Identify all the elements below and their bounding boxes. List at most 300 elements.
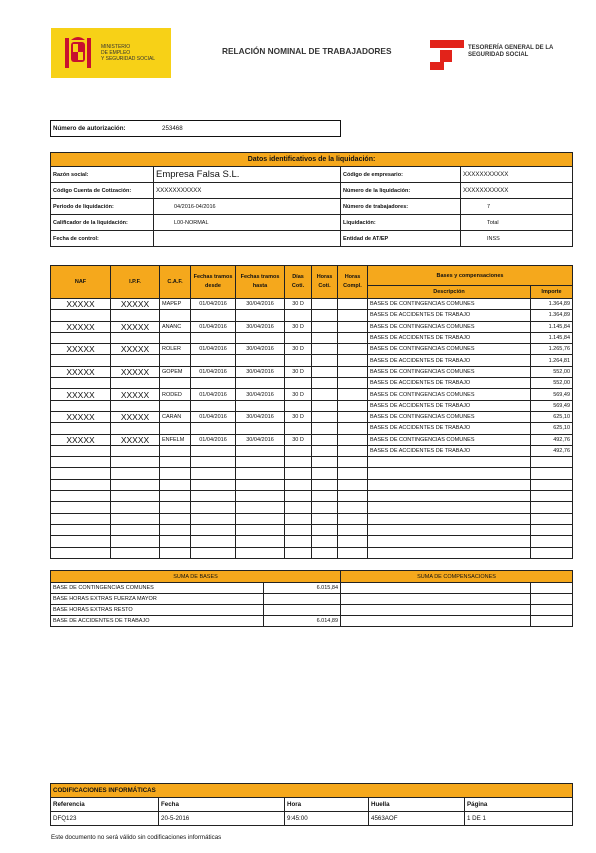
cell-horas [312,366,338,377]
field-value: 04/2016-04/2016 [154,199,341,215]
cell-desde [191,378,236,389]
cell-hasta: 30/04/2016 [236,299,285,310]
field-value [154,231,341,247]
cell-ipf [111,423,160,434]
field-label: Número de trabajadores: [341,199,461,215]
cell-compl [338,457,368,468]
field-label: Número de la liquidación: [341,183,461,199]
cell-caf [160,445,191,456]
col-dias: Días Coti. [285,266,312,299]
field-label: Fecha de control: [51,231,154,247]
field-value: XXXXXXXXXXX [461,183,573,199]
cell-ipf [111,547,160,558]
cell-compl [338,445,368,456]
codes-title: CODIFICACIONES INFORMÁTICAS [51,784,573,798]
company-name: Empresa Falsa S.L. [154,167,341,183]
validity-note: Este documento no será válido sin codificaciones informáticas [51,834,222,841]
cell-caf: ROLER [160,344,191,355]
cell-dias [285,468,312,479]
cell-dias: 30 D [285,434,312,445]
cell-horas [312,513,338,524]
ministry-logo [51,28,171,78]
comp-cell [341,594,531,605]
cell-ipf [111,400,160,411]
comp-cell [531,594,573,605]
cell-desc: BASES DE CONTINGENCIAS COMUNES [368,389,531,400]
cell-desc [368,513,531,524]
cell-ipf [111,536,160,547]
table-row [51,502,573,513]
cell-naf [51,332,111,343]
cell-compl [338,502,368,513]
cell-naf [51,355,111,366]
sum-value [264,594,341,605]
field-label: Periodo de liquidación: [51,199,154,215]
cell-importe: 1.264,81 [531,355,573,366]
cell-horas [312,310,338,321]
cell-ipf: XXXXX [111,366,160,377]
table-row [51,378,573,389]
cell-naf [51,479,111,490]
cell-hasta: 30/04/2016 [236,366,285,377]
cell-importe [531,479,573,490]
cell-caf [160,378,191,389]
cell-desde [191,457,236,468]
col-naf: NAF [51,266,111,299]
table-row [51,400,573,411]
cell-naf [51,423,111,434]
cell-horas [312,299,338,310]
code-value: 9:45:00 [285,812,369,826]
cell-hasta [236,445,285,456]
field-label: Liquidación: [341,215,461,231]
cell-caf [160,536,191,547]
cell-dias: 30 D [285,389,312,400]
cell-ipf [111,513,160,524]
table-row [51,547,573,558]
cell-caf [160,547,191,558]
comp-cell [531,605,573,616]
cell-naf: XXXXX [51,389,111,400]
field-label: Entidad de AT/EP [341,231,461,247]
cell-horas [312,468,338,479]
cell-compl [338,524,368,535]
sum-value: 6.014,89 [264,616,341,627]
cell-naf [51,513,111,524]
cell-desc: BASES DE CONTINGENCIAS COMUNES [368,411,531,422]
cell-desc: BASES DE ACCIDENTES DE TRABAJO [368,332,531,343]
cell-naf [51,378,111,389]
cell-desc [368,491,531,502]
comp-cell [531,583,573,594]
cell-compl [338,355,368,366]
cell-ipf: XXXXX [111,434,160,445]
cell-desc: BASES DE CONTINGENCIAS COMUNES [368,434,531,445]
cell-importe: 1.145,84 [531,332,573,343]
cell-importe: 625,10 [531,423,573,434]
col-importe: Importe [531,286,573,299]
table-row [51,423,573,434]
cell-dias: 30 D [285,299,312,310]
cell-importe: 569,49 [531,400,573,411]
cell-ipf [111,502,160,513]
field-value: L00-NORMAL [154,215,341,231]
workers-table [50,265,573,559]
cell-horas [312,321,338,332]
cell-desc [368,547,531,558]
cell-dias [285,491,312,502]
cell-hasta [236,479,285,490]
cell-hasta: 30/04/2016 [236,434,285,445]
cell-ipf [111,310,160,321]
cell-naf [51,457,111,468]
code-header: Fecha [159,798,285,812]
sum-label: BASE HORAS EXTRAS FUERZA MAYOR [51,594,264,605]
cell-naf [51,400,111,411]
cell-ipf [111,457,160,468]
cell-dias: 30 D [285,366,312,377]
cell-naf: XXXXX [51,411,111,422]
cell-caf: ENFELM [160,434,191,445]
cell-desde [191,355,236,366]
cell-desc: BASES DE ACCIDENTES DE TRABAJO [368,378,531,389]
authorization-label: Número de autorización: [53,125,126,132]
code-header: Huella [369,798,465,812]
cell-compl [338,411,368,422]
cell-compl [338,423,368,434]
sum-label: BASE DE ACCIDENTES DE TRABAJO [51,616,264,627]
cell-desc [368,502,531,513]
table-row [51,332,573,343]
cell-horas [312,502,338,513]
cell-dias: 30 D [285,321,312,332]
cell-caf: RODED [160,389,191,400]
cell-compl [338,547,368,558]
cell-desde [191,513,236,524]
sum-label: BASE DE CONTINGENCIAS COMUNES [51,583,264,594]
cell-naf: XXXXX [51,434,111,445]
cell-horas [312,547,338,558]
cell-naf: XXXXX [51,366,111,377]
cell-dias [285,445,312,456]
cell-caf [160,400,191,411]
cell-caf: ANANC [160,321,191,332]
cell-ipf [111,355,160,366]
field-label: Calificador de la liquidación: [51,215,154,231]
cell-desc: BASES DE ACCIDENTES DE TRABAJO [368,445,531,456]
cell-compl [338,332,368,343]
cell-caf [160,332,191,343]
cell-caf [160,479,191,490]
tgss-line: TESORERÍA GENERAL DE LA [468,45,554,51]
cell-hasta [236,502,285,513]
cell-compl [338,536,368,547]
sum-comp-title: SUMA DE COMPENSACIONES [341,571,573,583]
document-title: RELACIÓN NOMINAL DE TRABAJADORES [222,46,392,56]
cell-hasta [236,332,285,343]
cell-dias [285,524,312,535]
cell-desde [191,491,236,502]
cell-horas [312,332,338,343]
cell-importe [531,524,573,535]
cell-ipf [111,445,160,456]
cell-desde [191,445,236,456]
cell-desde [191,423,236,434]
cell-dias [285,400,312,411]
col-horas: Horas Coti. [312,266,338,299]
liquidation-table [50,152,573,247]
cell-importe [531,502,573,513]
cell-compl [338,400,368,411]
cell-horas [312,378,338,389]
cell-hasta [236,457,285,468]
cell-naf: XXXXX [51,321,111,332]
sum-label: BASE HORAS EXTRAS RESTO [51,605,264,616]
cell-caf [160,513,191,524]
cell-desc: BASES DE ACCIDENTES DE TRABAJO [368,310,531,321]
code-value: 1 DE 1 [465,812,573,826]
table-row [51,513,573,524]
code-header: Página [465,798,573,812]
table-row [51,434,573,445]
cell-caf [160,468,191,479]
cell-compl [338,366,368,377]
cell-naf [51,468,111,479]
table-row [51,536,573,547]
cell-importe: 492,76 [531,434,573,445]
cell-importe [531,536,573,547]
cell-naf [51,445,111,456]
table-row [51,445,573,456]
field-value: Total [461,215,573,231]
cell-desde [191,547,236,558]
cell-naf: XXXXX [51,344,111,355]
cell-ipf [111,332,160,343]
cell-compl [338,513,368,524]
cell-dias [285,423,312,434]
cell-horas [312,445,338,456]
cell-importe [531,491,573,502]
col-desc: Descripción [368,286,531,299]
cell-naf [51,491,111,502]
table-row [51,411,573,422]
table-row [51,479,573,490]
cell-caf [160,457,191,468]
cell-dias [285,479,312,490]
cell-desde: 01/04/2016 [191,411,236,422]
cell-importe: 1.145,84 [531,321,573,332]
table-row [51,491,573,502]
cell-importe [531,457,573,468]
cell-ipf [111,479,160,490]
cell-desde [191,310,236,321]
cell-desde [191,479,236,490]
cell-ipf [111,524,160,535]
cell-horas [312,524,338,535]
cell-horas [312,389,338,400]
cell-desde [191,536,236,547]
field-value: XXXXXXXXXXX [154,183,341,199]
ministry-line: MINISTERIO [101,44,131,50]
cell-importe: 492,76 [531,445,573,456]
cell-desde [191,468,236,479]
cell-importe: 1.265,76 [531,344,573,355]
cell-desc: BASES DE CONTINGENCIAS COMUNES [368,299,531,310]
comp-cell [341,605,531,616]
cell-caf: CARAN [160,411,191,422]
cell-compl [338,468,368,479]
cell-importe: 625,10 [531,411,573,422]
cell-hasta [236,491,285,502]
tgss-name [468,45,553,59]
field-value: XXXXXXXXXXX [461,167,573,183]
cell-hasta: 30/04/2016 [236,411,285,422]
cell-horas [312,491,338,502]
cell-compl [338,434,368,445]
cell-hasta: 30/04/2016 [236,321,285,332]
table-row [51,321,573,332]
cell-hasta [236,547,285,558]
cell-caf: GOPEM [160,366,191,377]
cell-importe: 552,00 [531,378,573,389]
coat-of-arms-icon [59,34,97,74]
cell-desc [368,536,531,547]
table-row [51,524,573,535]
cell-compl [338,344,368,355]
code-header: Hora [285,798,369,812]
cell-desde: 01/04/2016 [191,434,236,445]
sum-value: 6.015,84 [264,583,341,594]
cell-ipf: XXXXX [111,411,160,422]
cell-horas [312,355,338,366]
sum-bases-title: SUMA DE BASES [51,571,341,583]
cell-importe: 1.364,89 [531,310,573,321]
cell-dias [285,457,312,468]
cell-dias [285,378,312,389]
tgss-line: SEGURIDAD SOCIAL [468,52,529,58]
ministry-line: Y SEGURIDAD SOCIAL [101,56,156,62]
cell-dias [285,536,312,547]
cell-desc [368,468,531,479]
cell-hasta [236,400,285,411]
cell-compl [338,479,368,490]
cell-desde [191,332,236,343]
cell-dias: 30 D [285,344,312,355]
cell-importe: 1.364,89 [531,299,573,310]
code-value: 4563AOF [369,812,465,826]
sum-value [264,605,341,616]
cell-desc: BASES DE ACCIDENTES DE TRABAJO [368,355,531,366]
cell-importe [531,513,573,524]
cell-dias [285,513,312,524]
cell-hasta [236,378,285,389]
cell-desde: 01/04/2016 [191,389,236,400]
table-row [51,457,573,468]
cell-compl [338,491,368,502]
col-caf: C.A.F. [160,266,191,299]
cell-importe: 569,49 [531,389,573,400]
field-label: Código de empresario: [341,167,461,183]
cell-desc: BASES DE CONTINGENCIAS COMUNES [368,321,531,332]
cell-importe [531,547,573,558]
cell-compl [338,299,368,310]
cell-compl [338,378,368,389]
cell-hasta [236,310,285,321]
cell-naf [51,502,111,513]
cell-ipf: XXXXX [111,321,160,332]
table-row [51,366,573,377]
cell-caf [160,355,191,366]
cell-ipf [111,378,160,389]
cell-ipf [111,491,160,502]
tgss-logo-icon [430,40,464,70]
cell-horas [312,400,338,411]
cell-desde [191,524,236,535]
cell-dias [285,332,312,343]
cell-caf [160,310,191,321]
code-value: 20-5-2016 [159,812,285,826]
cell-dias [285,355,312,366]
col-hasta: Fechas tramos hasta [236,266,285,299]
field-value: INSS [461,231,573,247]
cell-horas [312,423,338,434]
cell-naf [51,547,111,558]
table-row [51,299,573,310]
cell-hasta: 30/04/2016 [236,389,285,400]
cell-desde: 01/04/2016 [191,344,236,355]
cell-caf [160,502,191,513]
cell-dias [285,310,312,321]
cell-horas [312,479,338,490]
col-desde: Fechas tramos desde [191,266,236,299]
cell-desde [191,400,236,411]
table-row [51,389,573,400]
cell-hasta [236,513,285,524]
cell-hasta [236,536,285,547]
field-label: Razón social: [51,167,154,183]
table-row [51,355,573,366]
cell-hasta [236,524,285,535]
field-label: Código Cuenta de Cotización: [51,183,154,199]
cell-compl [338,389,368,400]
cell-desde: 01/04/2016 [191,299,236,310]
cell-naf [51,536,111,547]
authorization-box [50,120,341,137]
cell-desc: BASES DE ACCIDENTES DE TRABAJO [368,400,531,411]
cell-hasta [236,468,285,479]
cell-horas [312,434,338,445]
cell-caf [160,491,191,502]
cell-desc [368,457,531,468]
cell-naf [51,310,111,321]
cell-caf [160,423,191,434]
field-value: 7 [461,199,573,215]
cell-horas [312,536,338,547]
col-compl: Horas Compl. [338,266,368,299]
cell-dias [285,502,312,513]
comp-cell [531,616,573,627]
codes-table [50,783,573,826]
cell-caf [160,524,191,535]
cell-caf: MAPEP [160,299,191,310]
cell-horas [312,411,338,422]
cell-desde [191,502,236,513]
liquidation-title: Datos identificativos de la liquidación: [51,153,573,167]
cell-dias [285,547,312,558]
ministry-line: DE EMPLEO [101,50,131,56]
col-ipf: I.P.F. [111,266,160,299]
cell-ipf: XXXXX [111,344,160,355]
